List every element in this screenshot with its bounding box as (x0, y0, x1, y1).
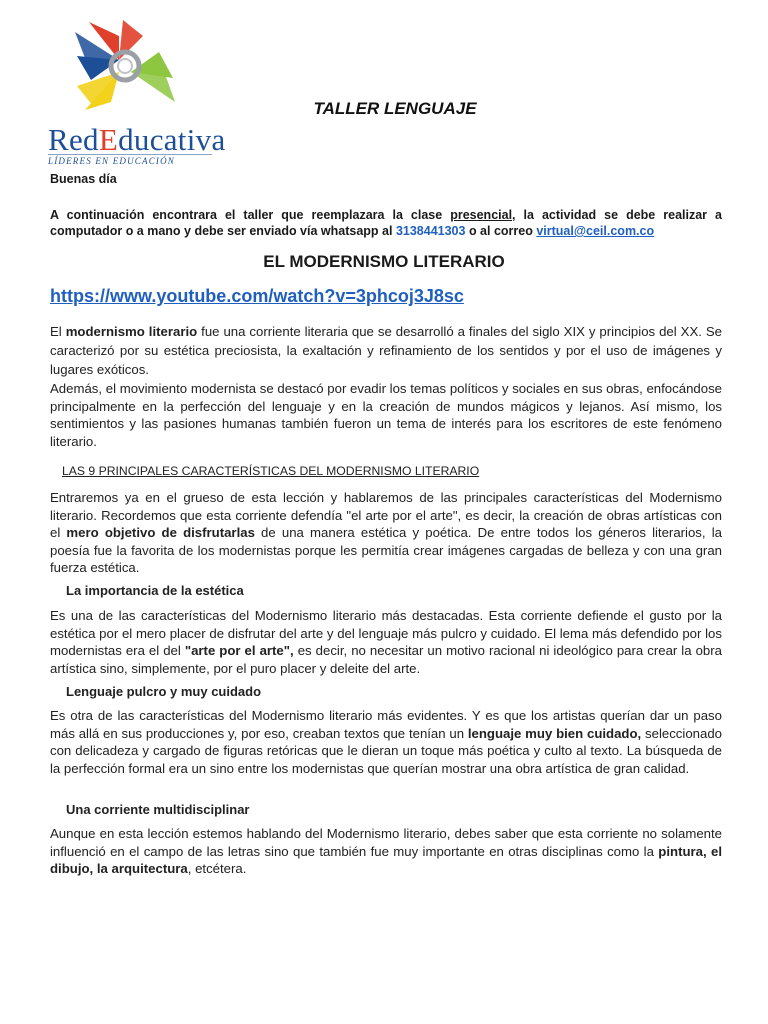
document-title: TALLER LENGUAJE (313, 99, 477, 118)
email-link[interactable]: virtual@ceil.com.co (536, 224, 655, 238)
rededucativa-logo (40, 14, 230, 164)
subheading-aesthetics: La importancia de la estética (66, 583, 244, 598)
greeting: Buenas día (50, 172, 117, 186)
phone-number[interactable]: 3138441303 (395, 224, 466, 238)
paragraph-language: Es otra de las características del Modernismo literario más evidentes. Y es que los artistas querían dar un paso más allá en sus producciones y, por eso, creaban textos que tenían un lenguaje muy bien cuidado, seleccionado con delicadeza y cargado de figuras retóricas que le dieran un toque más poética y culto al texto. La búsqueda de la perfección formal era un sino entre los modernistas que querían mostrar una obra artística de gran calidad. (50, 708, 722, 776)
logo-wordmark: RedEducativa (48, 122, 226, 157)
paragraph-modernism-intro: El modernismo literario fue una corriente literaria que se desarrolló a finales del siglo XIX y principios del XX. Se caracterizó por su estética preciosista, la exaltación y refinamiento de los sentidos y por el uso de imágenes y lugares exóticos. (50, 324, 722, 377)
paragraph-characteristics: Entraremos ya en el grueso de esta lección y hablaremos de las principales características del Modernismo literario. Recordemos que esta corriente defendía "el arte por el arte", es decir, la creación de obras artísticas con el mero objetivo de disfrutarlas de una manera estética y poética. De entre todos los géneros literarios, la poesía fue la favorita de los modernistas porque les permitía crear imágenes cargadas de belleza y con una gran fuerza estética. (50, 490, 722, 575)
paragraph-aesthetics: Es una de las características del Modernismo literario más destacadas. Esta corriente defiende el gusto por la estética por el mero placer de disfrutar del arte y del lenguaje más pulcro y cuidado. El lema más defendido por los modernistas era el del "arte por el arte", es decir, no necesitar un motivo racional ni ideológico para crear la obra artística sino, simplemente, por el puro placer y deleite del arte. (50, 608, 722, 676)
logo-tagline: LÍDERES EN EDUCACIÓN (48, 154, 212, 166)
characteristics-heading: LAS 9 PRINCIPALES CARACTERÍSTICAS DEL MODERNISMO LITERARIO (62, 464, 480, 478)
subheading-multidisciplinary: Una corriente multidisciplinar (66, 802, 250, 817)
intro-paragraph: A continuación encontrara el taller que reemplazara la clase presencial, la actividad se debe realizar a computador o a mano y debe ser enviado vía whatsapp al 3138441303 o al correo virtual@ceil.com.co (50, 208, 722, 238)
youtube-link[interactable]: https://www.youtube.com/watch?v=3phcoj3J8sc (50, 286, 464, 306)
section-title: EL MODERNISMO LITERARIO (263, 252, 505, 271)
paragraph-multidisciplinary: Aunque en esta lección estemos hablando del Modernismo literario, debes saber que esta corriente no solamente influenció en el campo de las letras sino que también fue muy importante en otras disciplinas como la pintura, el dibujo, la arquitectura, etcétera. (50, 826, 722, 876)
paragraph-modernism-themes: Además, el movimiento modernista se destacó por evadir los temas políticos y sociales en sus obras, enfocándose principalmente en la perfección del lenguaje y en la creación de mundos mágicos y lejanos. Así mismo, los sentimientos y las pasiones humanas también fueron un tema de interés para los escritores de este fenómeno literario. (50, 381, 722, 449)
subheading-language: Lenguaje pulcro y muy cuidado (66, 684, 262, 699)
